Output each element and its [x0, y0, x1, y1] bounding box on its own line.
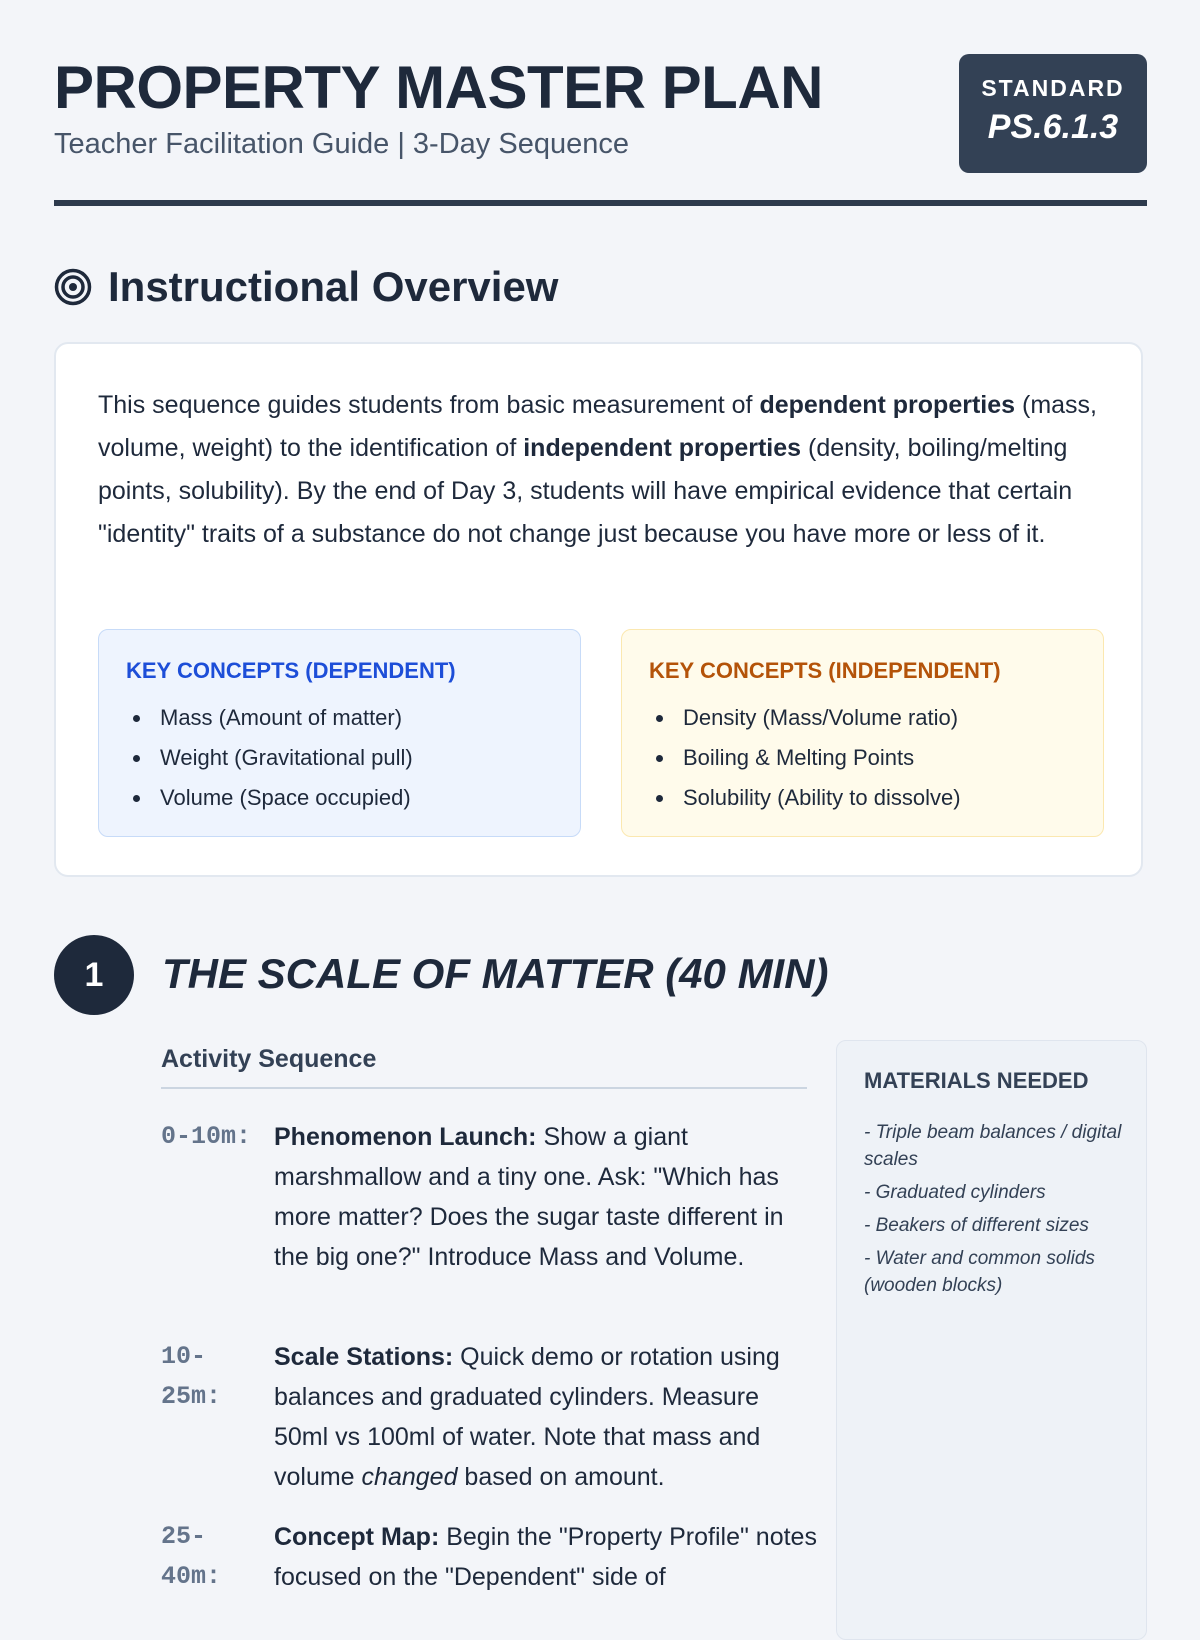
step-text: based on amount.: [457, 1463, 665, 1491]
list-item: - Triple beam balances / digital scales: [864, 1122, 1122, 1170]
list-item: - Beakers of different sizes: [864, 1215, 1089, 1236]
day-title: THE SCALE OF MATTER (40 MIN): [162, 950, 829, 997]
overview-paragraph: [98, 384, 1108, 556]
step-emphasis: changed: [361, 1463, 458, 1491]
page-subtitle: Teacher Facilitation Guide | 3-Day Sequence: [54, 128, 629, 160]
overview-text-part: (density, boiling/melting points, solubility). By the end of Day 3, students will have empirical evidence that certain "identity" traits of a substance do not change just because you have more or less of it.: [98, 434, 1073, 548]
activity-sequence-divider: [161, 1087, 807, 1089]
list-item: Volume (Space occupied): [126, 778, 413, 818]
list-item: Weight (Gravitational pull): [126, 738, 413, 778]
materials-panel: [836, 1040, 1147, 1640]
activity-step: [161, 1117, 821, 1317]
materials-title: MATERIALS NEEDED: [864, 1068, 1089, 1093]
step-time: 10-25m:: [161, 1342, 222, 1411]
independent-properties-term: independent properties: [523, 434, 802, 462]
dependent-properties-term: dependent properties: [759, 391, 1016, 419]
overview-title: Instructional Overview: [108, 263, 559, 310]
overview-text-part: This sequence guides students from basic measurement of: [98, 391, 760, 419]
step-label: Scale Stations:: [274, 1343, 454, 1371]
step-description: [274, 1117, 819, 1277]
list-item: Boiling & Melting Points: [649, 738, 961, 778]
independent-list: [649, 698, 961, 818]
materials-list: [864, 1119, 1124, 1305]
step-description: [274, 1337, 819, 1497]
step-text: Begin the "Property Profile" notes focused on the "Dependent" side of: [274, 1523, 817, 1591]
step-time: 0-10m:: [161, 1122, 252, 1151]
activity-step: [161, 1517, 821, 1600]
list-item: Density (Mass/Volume ratio): [649, 698, 961, 738]
standard-code: PS.6.1.3: [987, 108, 1119, 146]
key-concepts-dependent-title: KEY CONCEPTS (DEPENDENT): [126, 658, 456, 683]
step-description: [274, 1517, 819, 1597]
step-label: Phenomenon Launch:: [274, 1123, 537, 1151]
list-item: Mass (Amount of matter): [126, 698, 413, 738]
target-icon: [54, 268, 92, 306]
key-concepts-dependent: [98, 629, 581, 837]
key-concepts-independent-title: KEY CONCEPTS (INDEPENDENT): [649, 658, 1001, 683]
activity-step: [161, 1337, 821, 1497]
overview-card: [54, 342, 1143, 877]
overview-text-part: (mass, volume, weight) to the identification of: [98, 391, 1097, 462]
activity-sequence-heading: Activity Sequence: [161, 1045, 377, 1073]
standard-badge: [959, 54, 1147, 173]
key-concepts-independent: [621, 629, 1104, 837]
standard-label: STANDARD: [981, 75, 1125, 101]
list-item: - Water and common solids (wooden blocks): [864, 1248, 1095, 1296]
step-time: 25-40m:: [161, 1522, 222, 1591]
step-text: Quick demo or rotation using balances and graduated cylinders. Measure 50ml vs 100ml of water. Note that mass and volume: [274, 1343, 780, 1491]
step-label: Concept Map:: [274, 1523, 440, 1551]
day-number-badge: 1: [54, 935, 134, 1015]
header-divider: [54, 200, 1147, 206]
page-title: PROPERTY MASTER PLAN: [54, 54, 823, 121]
page-header: [54, 0, 1147, 206]
dependent-list: [126, 698, 413, 818]
list-item: Solubility (Ability to dissolve): [649, 778, 961, 818]
step-text: Show a giant marshmallow and a tiny one. Ask: "Which has more matter? Does the sugar taste different in the big one?" Introduce Mass and Volume.: [274, 1123, 784, 1271]
list-item: - Graduated cylinders: [864, 1182, 1046, 1203]
